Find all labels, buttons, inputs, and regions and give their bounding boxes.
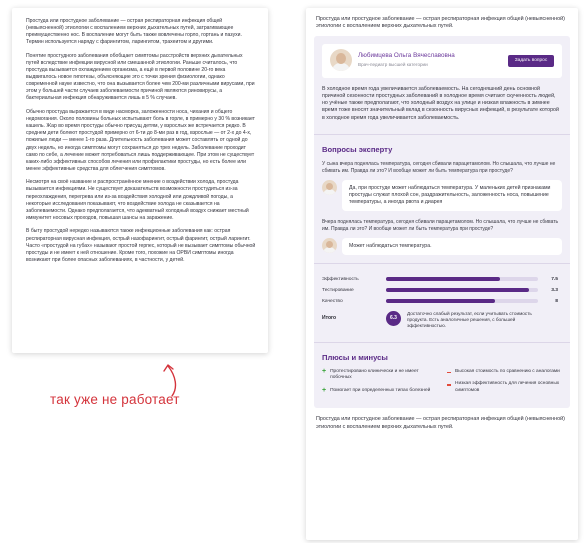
question-1: У сына вчера поднялась температура, сегодня сбивали парацетамолом. Но слышала, что лучше не сбивать им. Правда ли это? И вообще может ли быть температура при простуде? bbox=[322, 161, 556, 174]
expert-name[interactable]: Любимцева Ольга Вячеславовна bbox=[358, 51, 455, 59]
score-bar-fill bbox=[386, 299, 495, 303]
pros-list bbox=[322, 369, 437, 401]
score-bar bbox=[386, 288, 538, 292]
score-bar-fill bbox=[386, 288, 529, 292]
total-row bbox=[322, 311, 562, 330]
score-bar bbox=[386, 277, 538, 281]
score-row-testing bbox=[322, 285, 562, 296]
qa-section-title: Вопросы эксперту bbox=[322, 145, 393, 155]
expert-avatar-small bbox=[322, 238, 337, 253]
minus-icon bbox=[447, 384, 451, 385]
pros-cons-title: Плюсы и минусы bbox=[322, 352, 388, 362]
expert-avatar bbox=[330, 49, 352, 71]
score-bar-fill bbox=[386, 277, 500, 281]
expert-panel bbox=[314, 36, 570, 409]
pro-item: + Помогает при определенных типах болезней bbox=[322, 386, 431, 394]
pro-item: + Протестировано клинически и не имеет побочных bbox=[322, 367, 419, 381]
score-row-effectiveness bbox=[322, 274, 562, 285]
divider bbox=[314, 134, 570, 135]
con-item: Высокая стоимость по сравнению с аналогами bbox=[447, 369, 562, 376]
divider bbox=[314, 342, 570, 343]
score-value: 7.5 bbox=[551, 276, 558, 282]
old-paragraph-2: Понятие простудного заболевания обобщает симптомы расстройств верхних дыхательных путей вследствие инфекции вирусной или смешанной этиологии. Раньше считалось, что простуда вызывается охлаждением организма, а ещё в первой половине 20-го века выдвигалось новое гипотезы, объясняющие это с точки зрения физиологии, однако современной науке известно, что она вызывается более чем 200-ми различными вирусами, при этом у большей части случаев заболеваемости причиной являются риновирусы, а бактериальная инфекция обнаруживается лишь в 5 % случаев. bbox=[26, 52, 255, 102]
answer-1-row bbox=[322, 180, 562, 211]
total-text: Достаточно слабый результат, если учитывать стоимость продукта. Есть аналогичные решения, с большей эффективностью. bbox=[407, 310, 532, 329]
question-2: Вчера поднялась температура, сегодня сбивали парацетамолом. Но слышала, что лучше не сбивать им. Правда ли это? И вообще может ли быть температура при простуде? bbox=[322, 218, 559, 232]
article-outro: Простуда или простудное заболевание — острая респираторная инфекция общей (невыясненной) этиологии с воспалением верхних дыхательных путей. bbox=[316, 416, 565, 430]
plus-icon: + bbox=[322, 367, 327, 375]
score-value: 3.3 bbox=[551, 287, 558, 293]
score-label: Эффективность bbox=[322, 276, 359, 282]
score-bar bbox=[386, 299, 538, 303]
total-score-badge: 6.3 bbox=[386, 311, 401, 326]
handwritten-note: так уже не работает bbox=[50, 392, 180, 407]
score-label: Тестирование bbox=[322, 287, 354, 293]
expert-avatar-small bbox=[322, 180, 337, 195]
plus-icon: + bbox=[322, 386, 327, 394]
score-value: 8 bbox=[555, 298, 558, 304]
score-row-quality bbox=[322, 296, 562, 307]
old-paragraph-1: Простуда или простудное заболевание — острая респираторная инфекция общей (невыясненной) этиологии с воспалением верхних дыхательных путей, затрагивающее преимущественно нос. В воспаление могут быть также вовлечены горло, гортань и пазухи. Термин используется наряду с фарингитом, ларингитом, трахеитом и другими. bbox=[26, 18, 242, 46]
article-intro: Простуда или простудное заболевание — острая респираторная инфекция общей (невыясненной) этиологии с воспалением верхних дыхательных путей. bbox=[316, 16, 565, 30]
expert-card bbox=[322, 44, 562, 78]
score-label: Качество bbox=[322, 298, 343, 304]
pros-cons bbox=[322, 369, 562, 401]
new-article-card bbox=[306, 8, 578, 540]
answer-2-row bbox=[322, 238, 562, 255]
old-paragraph-5: В быту простудой нередко называются также инфекционные заболевания как: острая респираторная вирусная инфекция, острый назофарингит, острый фарингит, острый ларингит. Часто «простудой на губах» называют простой герпес, который не вызывает симптомы обычной простуды и не имеет к ней отношение. Кроме того, похожие на ОРВИ симптомы иногда возникают при более опасных заболеваниях, в частности, у детей. bbox=[26, 228, 256, 263]
old-article-card bbox=[12, 8, 268, 353]
divider bbox=[314, 263, 570, 264]
total-label: Итого bbox=[322, 314, 337, 321]
expert-text: В холодное время года увеличивается заболеваемость. На сегодняшний день основной причиной сезонности простудных заболеваний в холодное время считают скученность людей, но учёные также предполагают, что холодный воздух на улице и низкая влажность в зимнее время тоже вносят значительный вклад в сезонность вирусных инфекций, в результате которой в холодное время года увеличивается заболеваемость. bbox=[322, 85, 559, 121]
expert-title: Врач-педиатр высшей категории bbox=[358, 61, 428, 67]
answer-1: Да, при простуде может наблюдаться температура. У маленьких детей признаками простуды служат плохой сон, раздражительность, заложенность носа, повышение температуры, а иногда рвота и диарея bbox=[342, 180, 562, 211]
answer-2: Может наблюдаться температура. bbox=[342, 238, 562, 255]
cons-list bbox=[447, 369, 562, 401]
old-paragraph-4: Несмотря на своё название и распространённое мнение о воздействии холода, простуда вызывается инфекциями. Не существует доказательств возможности простудиться из-за переохлаждения, перегрева или из-за воздействия холодной или дождливой погоды, а некоторые исследования показывают, что воздействие холода не сказывается на заболеваемости. Однако предполагается, что адекватный холодный воздух снижает местный иммунитет носовых проходов, повышая шансы на заражение. bbox=[26, 179, 249, 221]
minus-icon bbox=[447, 372, 451, 373]
con-item: Низкая эффективность для лечения основных симптомов bbox=[447, 381, 562, 394]
old-paragraph-3: Обычно простуда выражается в виде насморка, заложенности носа, чихания и общего недомогания. Около половины больных испытывают боль в горле, в примерно у 30 % возникает кашель. Жар во время простуды обычно присущ детям, у взрослых же встречается редко. В среднем дети болеют простудой примерно от 6-ти до 8-ми раз в год, взрослые — от 2-х до 4-х, пожилые люди — менее 1-го раза. Длительность заболевания может составлять от одной до двух недель, но иногда симптомы могут сохраняться до трех недель. Заболевание проходит само по себе, а лечение может потребоваться лишь поддерживающее. При этом не существует каких-либо эффективных способов лечения или профилактики простуды, но есть более или менее эффективные средства для облегчения симптомов. bbox=[26, 109, 256, 172]
ask-question-button[interactable]: Задать вопрос bbox=[508, 55, 554, 67]
